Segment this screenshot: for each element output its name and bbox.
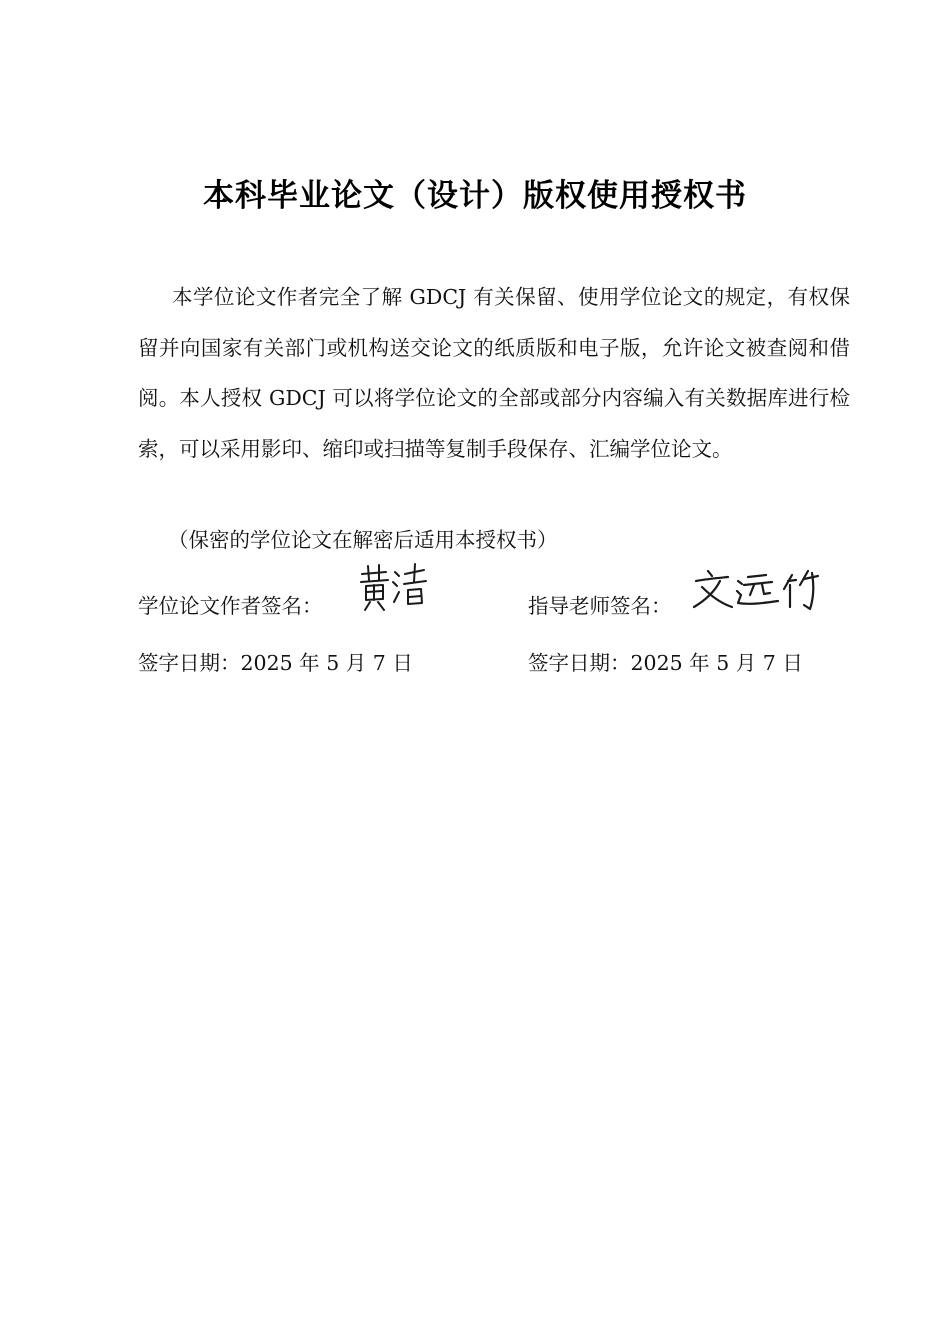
authorization-paragraph: 本学位论文作者完全了解 GDCJ 有关保留、使用学位论文的规定，有权保留并向国家有关部门或机构送交论文的纸质版和电子版，允许论文被查阅和借阅。本人授权 GDCJ 可以将学位论文的全部或部分内容编入有关数据库进行检索，可以采用影印、缩印或扫描等复制手段保存、汇编学位论文。 (138, 285, 850, 461)
author-sign-date: 签字日期：2025 年 5 月 7 日 (138, 651, 413, 675)
author-handwritten-signature (358, 560, 428, 616)
confidential-note: （保密的学位论文在解密后适用本授权书） (168, 528, 558, 552)
advisor-sign-date: 签字日期：2025 年 5 月 7 日 (528, 651, 803, 675)
author-signature-label: 学位论文作者签名： (138, 594, 323, 618)
advisor-handwritten-signature (690, 563, 830, 615)
page-title: 本科毕业论文（设计）版权使用授权书 (203, 178, 747, 214)
advisor-signature-label: 指导老师签名： (528, 594, 672, 618)
